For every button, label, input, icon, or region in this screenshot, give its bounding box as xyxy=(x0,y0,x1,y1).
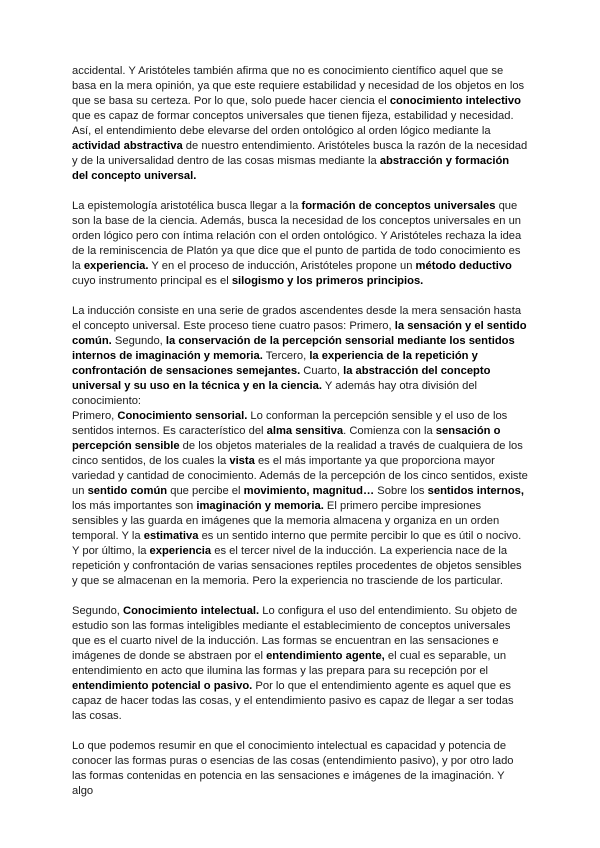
text-run: Lo configura el uso del entendimiento. Su objeto de estudio son las formas inteligibles mediante el establecimiento de conceptos universales que es el cuarto nivel de la inducción. Las formas se encuentran en las sensaciones e imágenes de donde se abstraen por el xyxy=(72,605,518,662)
text-run: La inducción consiste en una serie de grados ascendentes desde la mera sensación hasta el concepto universal. Este proceso tiene cuatro pasos: Primero, xyxy=(72,305,522,332)
text-run: La epistemología aristotélica busca llegar a la xyxy=(72,200,302,212)
bold-term: la sensación y el sentido común. xyxy=(72,320,527,347)
bold-term: la experiencia de la repetición y confrontación de sensaciones semejantes. xyxy=(72,350,478,377)
paragraph-4 xyxy=(72,604,528,724)
text-run: que son la base de la ciencia. Además, busca la necesidad de los conceptos universales en un orden lógico pero con íntima relación con el orden ontológico. Y Aristóteles rechaza la idea de la reminiscencia de Platón ya que dice que el punto de partida de todo conocimiento es la xyxy=(72,200,522,272)
bold-term: entendimiento agente, xyxy=(266,650,385,662)
bold-term: entendimiento potencial o pasivo. xyxy=(72,680,253,692)
text-run: es un sentido interno que permite percibir lo que es útil o nocivo. Y por último, la xyxy=(72,530,522,557)
bold-term: silogismo y los primeros principios. xyxy=(231,275,424,287)
text-run: Y además hay otra división del conocimiento: xyxy=(72,380,478,407)
paragraph-5 xyxy=(72,739,528,799)
text-run: Y en el proceso de inducción, Aristóteles propone un xyxy=(148,260,416,272)
bold-term: imaginación y memoria. xyxy=(196,500,324,512)
text-run: Primero, xyxy=(72,410,118,422)
text-run: Lo conforman la percepción sensible y el uso de los sentidos internos. Es característico del xyxy=(72,410,508,437)
paragraph-1 xyxy=(72,64,528,184)
bold-term: actividad abstractiva xyxy=(72,140,183,152)
text-run: . Comienza con la xyxy=(343,425,436,437)
bold-term: experiencia xyxy=(149,545,212,557)
text-run: Por lo que el entendimiento agente es aquel que es capaz de hacer todas las cosas, y el entendimiento pasivo es capaz de llegar a ser todas las cosas. xyxy=(72,680,514,722)
bold-term: vista xyxy=(229,455,255,467)
bold-term: Conocimiento sensorial. xyxy=(117,410,248,422)
paragraph-3 xyxy=(72,304,528,589)
bold-term: sentido común xyxy=(87,485,168,497)
bold-term: abstracción y formación del concepto universal. xyxy=(72,155,510,182)
bold-term: sentidos internos, xyxy=(427,485,524,497)
bold-term: sensación o percepción sensible xyxy=(72,425,501,452)
text-run: Segundo, xyxy=(72,605,124,617)
text-run: de nuestro entendimiento. Aristóteles busca la razón de la necesidad y de la universalidad dentro de las cosas mismas mediante la xyxy=(72,140,528,167)
bold-term: movimiento, magnitud… xyxy=(243,485,375,497)
text-run: accidental. Y Aristóteles también afirma que no es conocimiento científico aquel que se basa en la mera opinión, ya que este requiere estabilidad y necesidad de los objetos en los que se basa su certeza. Por lo que, solo puede hacer ciencia el xyxy=(72,65,525,107)
bold-term: la conservación de la percepción sensorial mediante los sentidos internos de imaginación y memoria. xyxy=(72,335,515,362)
document-page xyxy=(72,64,528,814)
text-run: de los objetos materiales de la realidad a través de cualquiera de los cinco sentidos, de los cuales la xyxy=(72,440,523,467)
text-run: Tercero, xyxy=(262,350,310,362)
bold-term: conocimiento intelectivo xyxy=(389,95,521,107)
text-run: El primero percibe impresiones sensibles y las guarda en imágenes que la memoria almacena y organiza en un orden temporal. Y la xyxy=(72,500,500,542)
text-run: que percibe el xyxy=(167,485,244,497)
text-run: Sobre los xyxy=(374,485,428,497)
bold-term: formación de conceptos universales xyxy=(301,200,496,212)
bold-term: alma sensitiva xyxy=(266,425,344,437)
text-run: es el tercer nivel de la inducción. La experiencia nace de la repetición y confrontación de varias sensaciones reptiles procedentes de objetos sensibles y que se almacenan en la memoria. Pero la experiencia no trasciende de los particular. xyxy=(72,545,522,587)
text-run: que es capaz de formar conceptos universales que tienen fijeza, estabilidad y necesidad. Así, el entendimiento debe elevarse del orden ontológico al orden lógico mediante la xyxy=(72,110,514,137)
bold-term: método deductivo xyxy=(415,260,512,272)
paragraph-2 xyxy=(72,199,528,289)
bold-term: estimativa xyxy=(143,530,199,542)
text-run: cuyo instrumento principal es el xyxy=(72,275,232,287)
bold-term: experiencia. xyxy=(83,260,149,272)
bold-term: la abstracción del concepto universal y su uso en la técnica y en la ciencia. xyxy=(72,365,491,392)
text-run: los más importantes son xyxy=(72,500,197,512)
text-run: Cuarto, xyxy=(300,365,344,377)
text-run: el cual es separable, un entendimiento en acto que ilumina las formas y las prepara para su recepción por el xyxy=(72,650,507,677)
text-run: Lo que podemos resumir en que el conocimiento intelectual es capacidad y potencia de conocer las formas puras o esencias de las cosas (entendimiento pasivo), y por otro lado las formas contenidas en potencia en las sensaciones e imágenes de la imaginación. Y algo xyxy=(72,740,514,797)
text-run: Segundo, xyxy=(111,335,166,347)
bold-term: Conocimiento intelectual. xyxy=(123,605,260,617)
text-run: es el más importante ya que proporciona mayor variedad y cantidad de conocimiento. Además de la percepción de los cinco sentidos, existe un xyxy=(72,455,528,497)
